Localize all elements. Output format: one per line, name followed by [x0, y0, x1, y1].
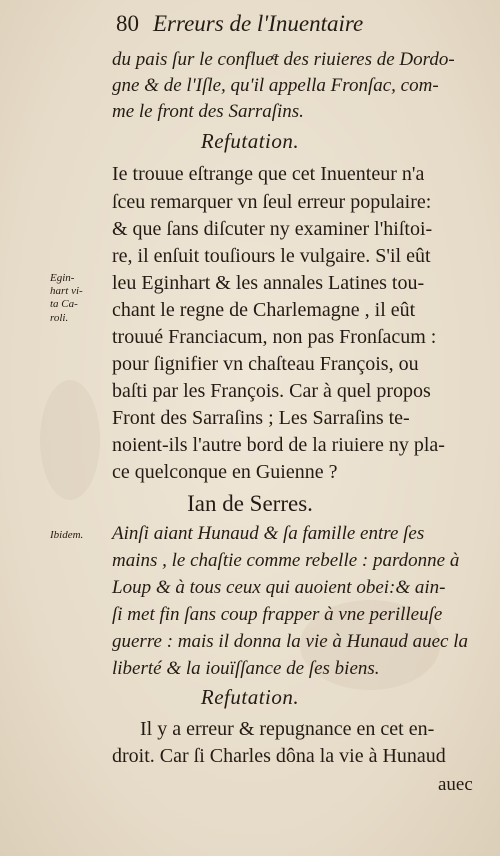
paper-stain	[40, 380, 100, 500]
text-line: gne & de l'Iſle, qu'il appella Fronſac, com-	[112, 75, 439, 96]
text-line: Il y a erreur & repugnance en cet en-	[140, 718, 435, 740]
text-line: droit. Car ſi Charles dôna la vie à Hunaud	[112, 745, 446, 767]
text-line: ſceu remarquer vn ſeul erreur populaire:	[112, 191, 432, 213]
text-line: & que ſans diſcuter ny examiner l'hiſtoi-	[112, 218, 433, 240]
running-title: Erreurs de l'Inuentaire	[153, 11, 364, 36]
text-line: mains , le chaſtie comme rebelle : pardonne à	[112, 550, 460, 571]
text-line: pour ſignifier vn chaſteau François, ou	[112, 353, 419, 375]
margin-note-eginhart	[50, 272, 83, 325]
refutation-heading: Refutation.	[200, 685, 300, 709]
margin-note-ibidem: Ibidem.	[50, 529, 84, 541]
catchword: auec	[438, 774, 473, 795]
running-header	[116, 12, 363, 35]
text-line: ſi met fin ſans coup frapper à vne perilleuſe	[112, 604, 443, 625]
text-line: chant le regne de Charlemagne , il eût	[112, 299, 416, 321]
text-line: du pais ſur le conflueͨt des riuieres de Dordo-	[112, 49, 455, 70]
text-line: liberté & la iouïſſance de ſes biens.	[112, 658, 380, 679]
text-line: me le front des Sarraſins.	[112, 101, 304, 122]
margin-note-line: hart vi-	[50, 285, 83, 298]
margin-note-line: Egin-	[50, 272, 75, 284]
refutation-heading: Refutation.	[200, 129, 300, 153]
margin-note-line: roli.	[50, 311, 69, 324]
text-line: trouué Franciacum, non pas Fronſacum :	[112, 326, 437, 348]
text-line: baſti par les François. Car à quel propos	[112, 380, 431, 402]
text-line: Loup & à tous ceux qui auoient obei:& ain-	[112, 577, 446, 598]
text-line: ce quelconque en Guienne ?	[112, 461, 338, 483]
text-line: re, il enſuit touſiours le vulgaire. S'il eût	[112, 245, 431, 267]
page-number: 80	[116, 11, 139, 36]
text-line: Ie trouue eſtrange que cet Inuenteur n'a	[112, 163, 425, 185]
text-line: guerre : mais il donna la vie à Hunaud auec la	[112, 631, 469, 652]
margin-note-line: ta Ca-	[50, 298, 78, 311]
text-line: noient-ils l'autre bord de la riuiere ny pla-	[112, 434, 445, 456]
author-heading: Ian de Serres.	[187, 491, 313, 516]
text-line: Ainſi aiant Hunaud & ſa famille entre ſes	[112, 523, 425, 544]
text-line: leu Eginhart & les annales Latines tou-	[112, 272, 425, 294]
text-line: Front des Sarraſins ; Les Sarraſins te-	[112, 407, 410, 429]
